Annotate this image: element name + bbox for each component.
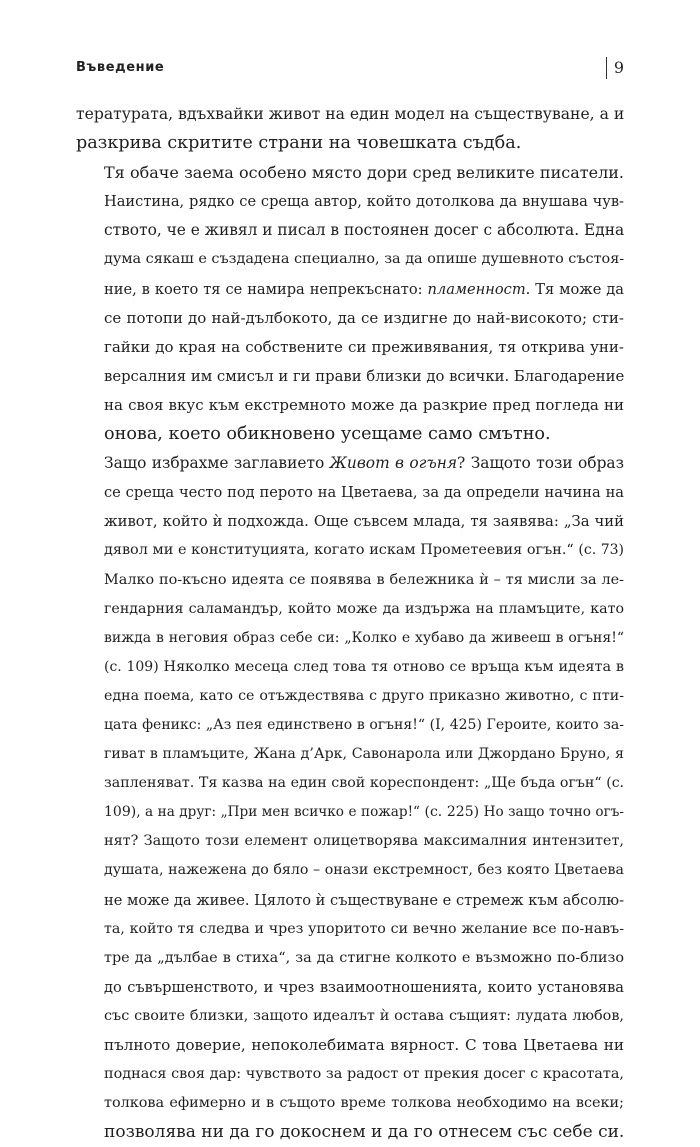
text-line: една поема, като се отъждествява с друго приказно животно, с пти- — [104, 687, 624, 704]
text-run: Защо избрахме заглавието — [104, 454, 330, 473]
page-number: 9 — [606, 57, 624, 79]
text-run: цата феникс: „Аз пея единствено в огъня!“ — [104, 716, 430, 733]
text-line: поднася своя дар: чувството за радост от прекия досег с красотата, — [104, 1066, 624, 1083]
text-line — [76, 275, 624, 304]
text-line — [76, 798, 624, 827]
text-line: гайки до края на собствените си преживявания, тя открива уни- — [104, 337, 624, 356]
paragraph — [76, 158, 624, 449]
text-line: се среща често под перото на Цветаева, за да определи начина на — [104, 484, 624, 502]
text-line: та, който тя следва и чрез упоритото си вечно желание все по-навъ- — [104, 920, 624, 937]
text-line: Малко по-късно идеята се появява в бележника ѝ – тя мисли за ле- — [104, 571, 624, 588]
running-title: Въведение — [76, 60, 165, 75]
text-line: дума сякаш е създадена специално, за да опише душевното състоя- — [104, 251, 625, 268]
text-line: версалния им смисъл и ги прави близки до всички. Благодарение — [104, 367, 625, 385]
text-line: гиват в пламъците, Жана д’Арк, Савонарола или Джордано Бруно, я — [104, 746, 624, 763]
text-run: ? Защото този образ — [457, 454, 624, 473]
citation: (с. — [606, 775, 624, 792]
text-line: нят? Защото този елемент олицетворява максималния интензитет, — [104, 833, 624, 850]
text-run: , а на друг: „При мен всичко е пожар!“ — [136, 804, 425, 821]
citation: (с. 73) — [578, 542, 624, 559]
text-run: . Тя може да — [525, 280, 624, 298]
text-line — [76, 653, 624, 682]
text-line: на своя вкус към екстремното може да разкрие пред погледа ни — [104, 395, 624, 414]
text-line: тературата, вдъхвайки живот на един модел на съществуване, а и — [76, 105, 625, 123]
text-line: тре да „дълбае в стиха“, за да стигне колкото е възможно по-близо — [104, 949, 624, 966]
text-line — [76, 449, 624, 478]
text-run: Няколко месеца след това тя отново се връща към идеята в — [158, 658, 624, 675]
text-line: душата, нажежена до бяло – онази екстремност, без която Цветаева — [104, 862, 624, 879]
text-line: не може да живее. Цялото ѝ съществуване е стремеж към абсолю- — [104, 891, 624, 909]
text-line: живот, който ѝ подхожда. Още съвсем млада, тя заявява: „За чий — [104, 513, 624, 531]
text-line — [76, 769, 624, 798]
text-line: Тя обаче заема особено място дори сред великите писатели. — [104, 163, 624, 183]
text-run: Героите, които за- — [481, 716, 624, 733]
text-line: ството, че е живял и писал в постоянен досег с абсолюта. Една — [104, 221, 625, 240]
text-line — [76, 536, 624, 565]
text-run: Но защо точно огъ- — [479, 804, 624, 821]
citation: (I, 425) — [429, 716, 482, 733]
text-line: вижда в неговия образ себе си: „Колко е хубаво да живееш в огъня!“ — [104, 629, 624, 646]
paragraph — [76, 100, 624, 158]
text-line: със своите близки, защото идеалът ѝ остава същият: лудата любов, — [104, 1007, 624, 1024]
text-run: дявол ми е конституцията, когато искам Прометеевия огън.“ — [104, 542, 579, 559]
text-run: запленяват. Тя казва на един свой кореспондент: „Ще бъда огън“ — [104, 775, 607, 792]
italic-title: Живот в огъня — [329, 454, 458, 473]
page-header — [76, 60, 624, 84]
text-line: разкрива скритите страни на човешката съдба. — [76, 133, 522, 154]
text-line: гендарния саламандър, който може да издържа на пламъците, като — [104, 600, 624, 617]
text-line: толкова ефимерно и в същото време толкова необходимо на всеки; — [104, 1095, 624, 1112]
text-line: позволява ни да го докоснем и да го отнесем със себе си. — [104, 1122, 625, 1143]
text-line: онова, което обикновено усещаме само смътно. — [104, 424, 551, 445]
text-line: до съвършенството, и чрез взаимоотношенията, които установява — [104, 978, 624, 996]
text-run: ние, в което тя се намира непрекъснато: — [104, 280, 428, 298]
body-text — [76, 100, 624, 1147]
italic-term: пламенност — [427, 280, 526, 298]
citation: (с. 109) — [104, 658, 159, 675]
text-line: Наистина, рядко се среща автор, който дотолкова да внушава чув- — [104, 193, 624, 211]
citation: 109) — [104, 804, 137, 821]
text-line — [76, 711, 624, 740]
text-line: пълното доверие, непоколебимата вярност. С това Цветаева ни — [104, 1036, 624, 1054]
citation: (с. 225) — [424, 804, 480, 821]
text-line: се потопи до най-дълбокото, да се издигне до най-високото; сти- — [104, 308, 624, 327]
paragraph — [76, 449, 624, 1147]
